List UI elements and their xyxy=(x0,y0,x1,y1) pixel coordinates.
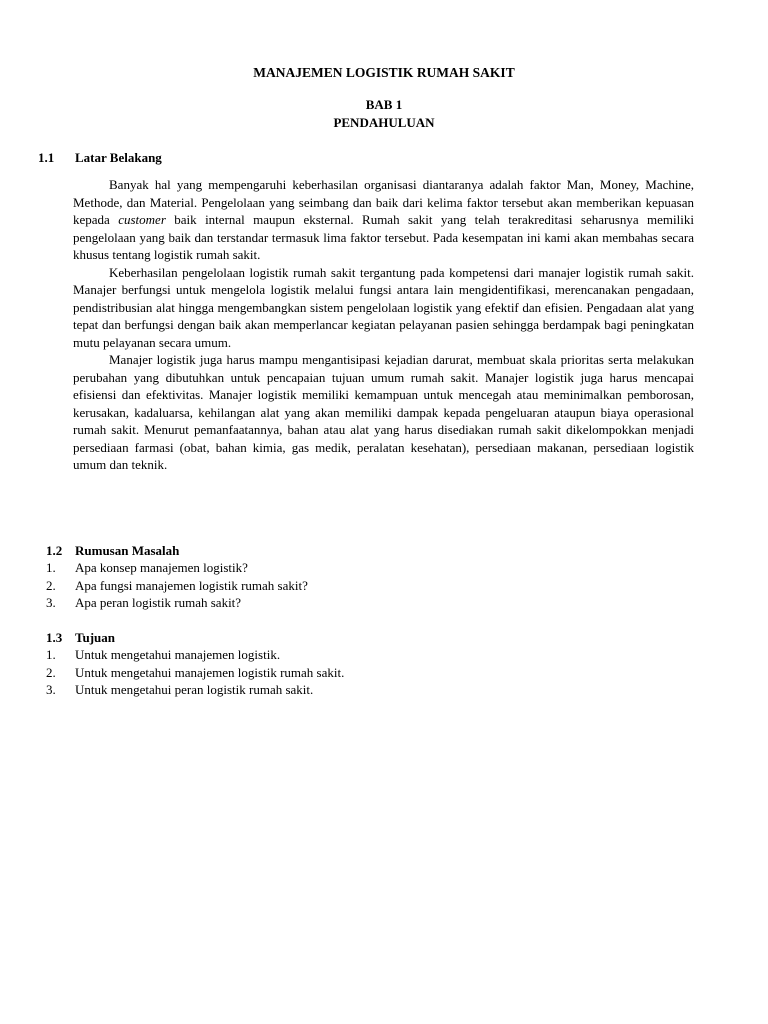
section-title: Rumusan Masalah xyxy=(75,543,180,558)
list-text: Untuk mengetahui manajemen logistik rumah sakit. xyxy=(75,664,345,680)
section-title: Latar Belakang xyxy=(75,150,162,165)
list-number: 1. xyxy=(46,647,56,662)
section-title: Tujuan xyxy=(75,630,115,645)
section-number: 1.1 xyxy=(38,150,55,165)
list-item xyxy=(46,681,696,699)
list-item xyxy=(46,577,696,595)
list-text: Apa peran logistik rumah sakit? xyxy=(75,595,242,610)
section-body-1-1 xyxy=(73,176,694,474)
section-number: 1.2 xyxy=(46,543,63,558)
section-heading-1-3 xyxy=(46,629,115,646)
section-number: 1.3 xyxy=(46,630,63,645)
paragraph-2: Keberhasilan pengelolaan logistik rumah sakit tergantung pada kompetensi dari manajer logistik rumah sakit. Manajer berfungsi untuk mengelola logistik melalui fungsi antara lain mengidentifikasi, merencanakan pengadaan, pendistribusian alat hingga mengembangkan sistem pengelolaan logistik yang efektif dan efisien. Pengadaan alat yang tepat dan berfungsi dengan baik akan memperlancar kegiatan pelayanan pasien sehingga berdampak bagi peningkatan mutu pelayanan secara umum. xyxy=(73,264,694,350)
section-heading-1-2 xyxy=(46,542,179,559)
paragraph-3: Manajer logistik juga harus mampu mengantisipasi kejadian darurat, membuat skala prioritas serta melakukan perubahan yang dibutuhkan untuk pencapaian tujuan umum rumah sakit. Manajer logistik juga harus mencapai efisiensi dan efektivitas. Manajer logistik memiliki kemampuan untuk mencegah atau meminimalkan pemborosan, kerusakan, kadaluarsa, kehilangan alat yang akan memiliki dampak kepada pengeluaran ataupun biaya operasional rumah sakit. Menurut pemanfaatannya, bahan atau alat yang harus disediakan rumah sakit dikelompokkan menjadi persediaan farmasi (obat, bahan kimia, gas medik, peralatan kesehatan), persediaan makanan, persediaan logistik umum dan teknik. xyxy=(73,352,694,472)
list-number: 2. xyxy=(46,577,56,593)
italic-term: customer xyxy=(118,212,166,227)
chapter-number: BAB 1 xyxy=(365,97,403,112)
list-number: 2. xyxy=(46,664,56,680)
paragraph-1 xyxy=(73,176,694,264)
list-number: 3. xyxy=(46,682,56,697)
problem-list xyxy=(46,559,696,612)
section-heading-1-1 xyxy=(38,149,162,166)
list-number: 1. xyxy=(46,560,56,575)
chapter-title: PENDAHULUAN xyxy=(333,115,435,130)
list-item xyxy=(46,664,696,682)
list-text: Untuk mengetahui peran logistik rumah sakit. xyxy=(75,682,314,697)
objective-list xyxy=(46,646,696,699)
paragraph-text: baik internal maupun eksternal. Rumah sakit yang telah terakreditasi seharusnya memiliki pengelolaan yang baik dan terstandar termasuk lima faktor tersebut. Pada kesempatan ini kami akan membahas secara khusus tentang logistik rumah sakit. xyxy=(73,212,694,262)
list-number: 3. xyxy=(46,595,56,610)
list-text: Apa fungsi manajemen logistik rumah sakit? xyxy=(75,577,308,593)
list-text: Apa konsep manajemen logistik? xyxy=(75,560,248,575)
list-item xyxy=(46,594,696,612)
document-title: MANAJEMEN LOGISTIK RUMAH SAKIT xyxy=(253,65,515,80)
list-text: Untuk mengetahui manajemen logistik. xyxy=(75,647,281,662)
list-item xyxy=(46,559,696,577)
paragraph-text: Banyak hal yang mempengaruhi keberhasilan organisasi diantaranya adalah faktor Man, Money, Machine, Methode, dan Material. Pengelolaan yang seimbang dan baik dari kelima faktor tersebut akan memberikan kepuasan kepada xyxy=(73,177,694,227)
chapter-heading xyxy=(0,96,768,132)
list-item xyxy=(46,646,696,664)
